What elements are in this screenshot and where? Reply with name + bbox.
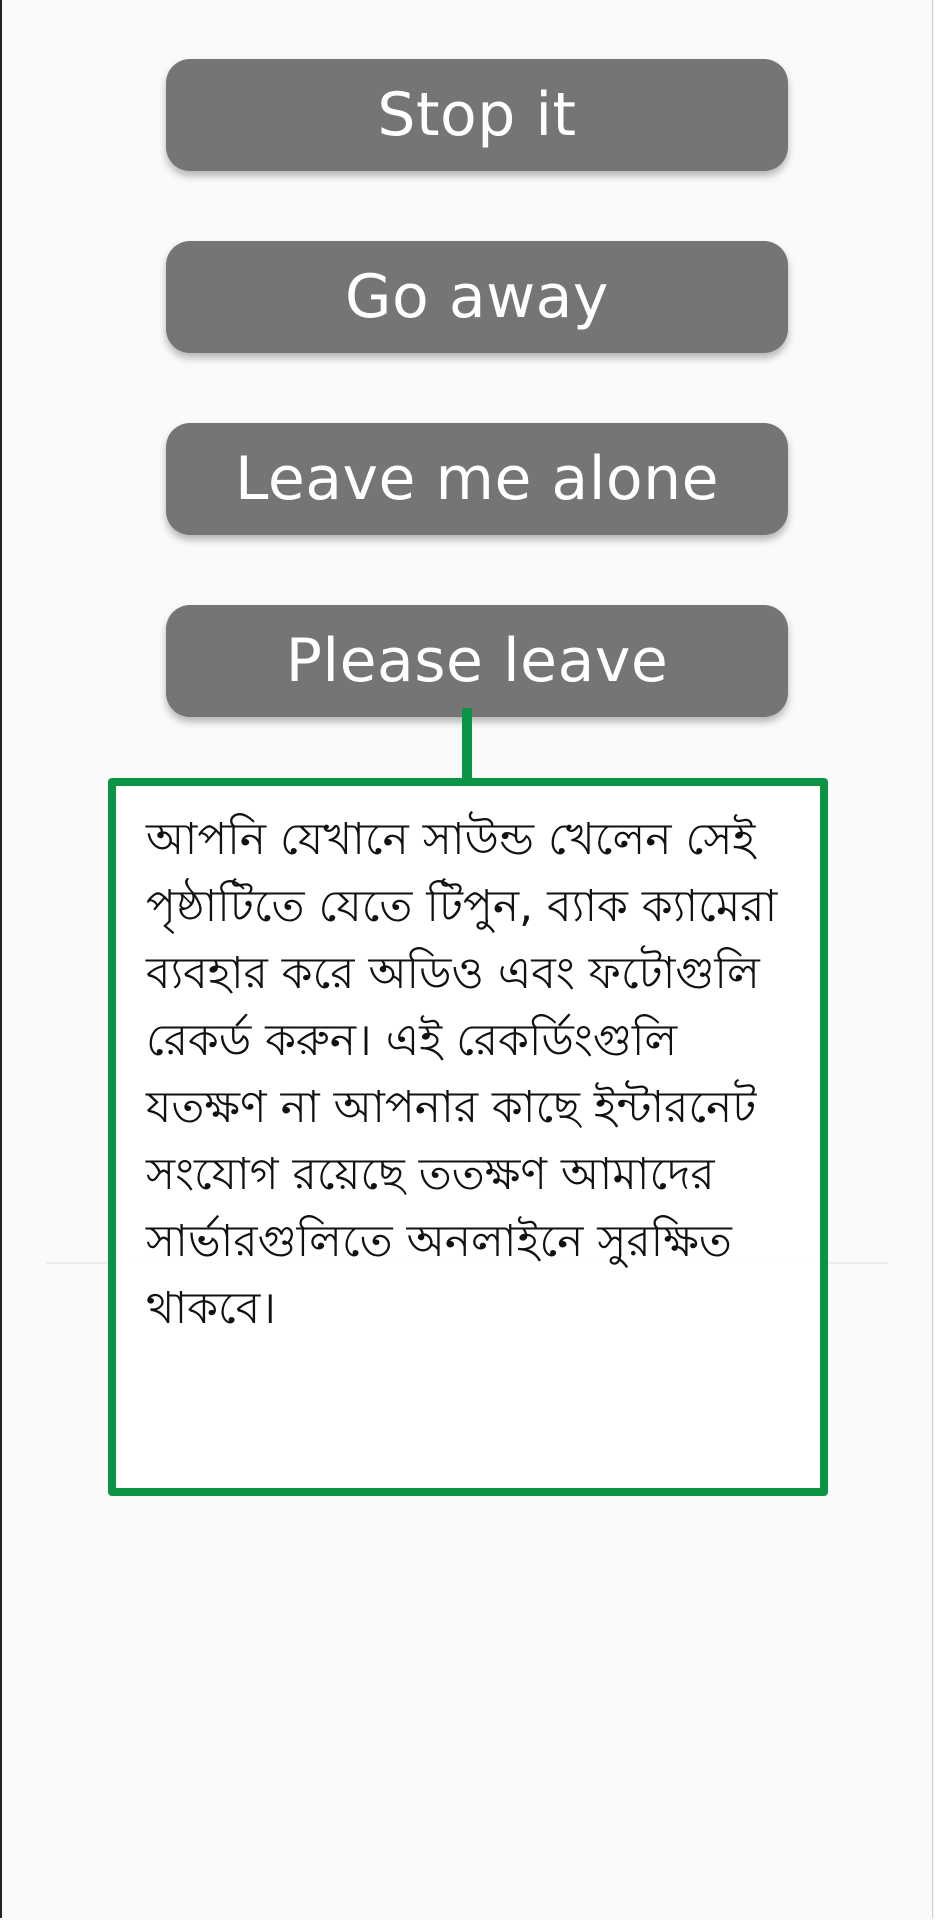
tutorial-tooltip[interactable]: [108, 778, 828, 1496]
please-leave-button[interactable]: Please leave: [166, 605, 788, 717]
tooltip-text: আপনি যেখানে সাউন্ড খেলেন সেই পৃষ্ঠাটিতে যেতে টিপুন, ব্যাক ক্যামেরা ব্যবহার করে অডিও এবং ফটোগুলি রেকর্ড করুন। এই রেকর্ডিংগুলি যতক্ষণ না আপনার কাছে ইন্টারনেট সংযোগ রয়েছে ততক্ষণ আমাদের সার্ভারগুলিতে অনলাইনে সুরক্ষিত থাকবে।: [146, 814, 778, 1334]
tooltip-connector: [462, 708, 472, 780]
stop-it-button[interactable]: Stop it: [166, 59, 788, 171]
go-away-button[interactable]: Go away: [166, 241, 788, 353]
leave-me-alone-button[interactable]: Leave me alone: [166, 423, 788, 535]
